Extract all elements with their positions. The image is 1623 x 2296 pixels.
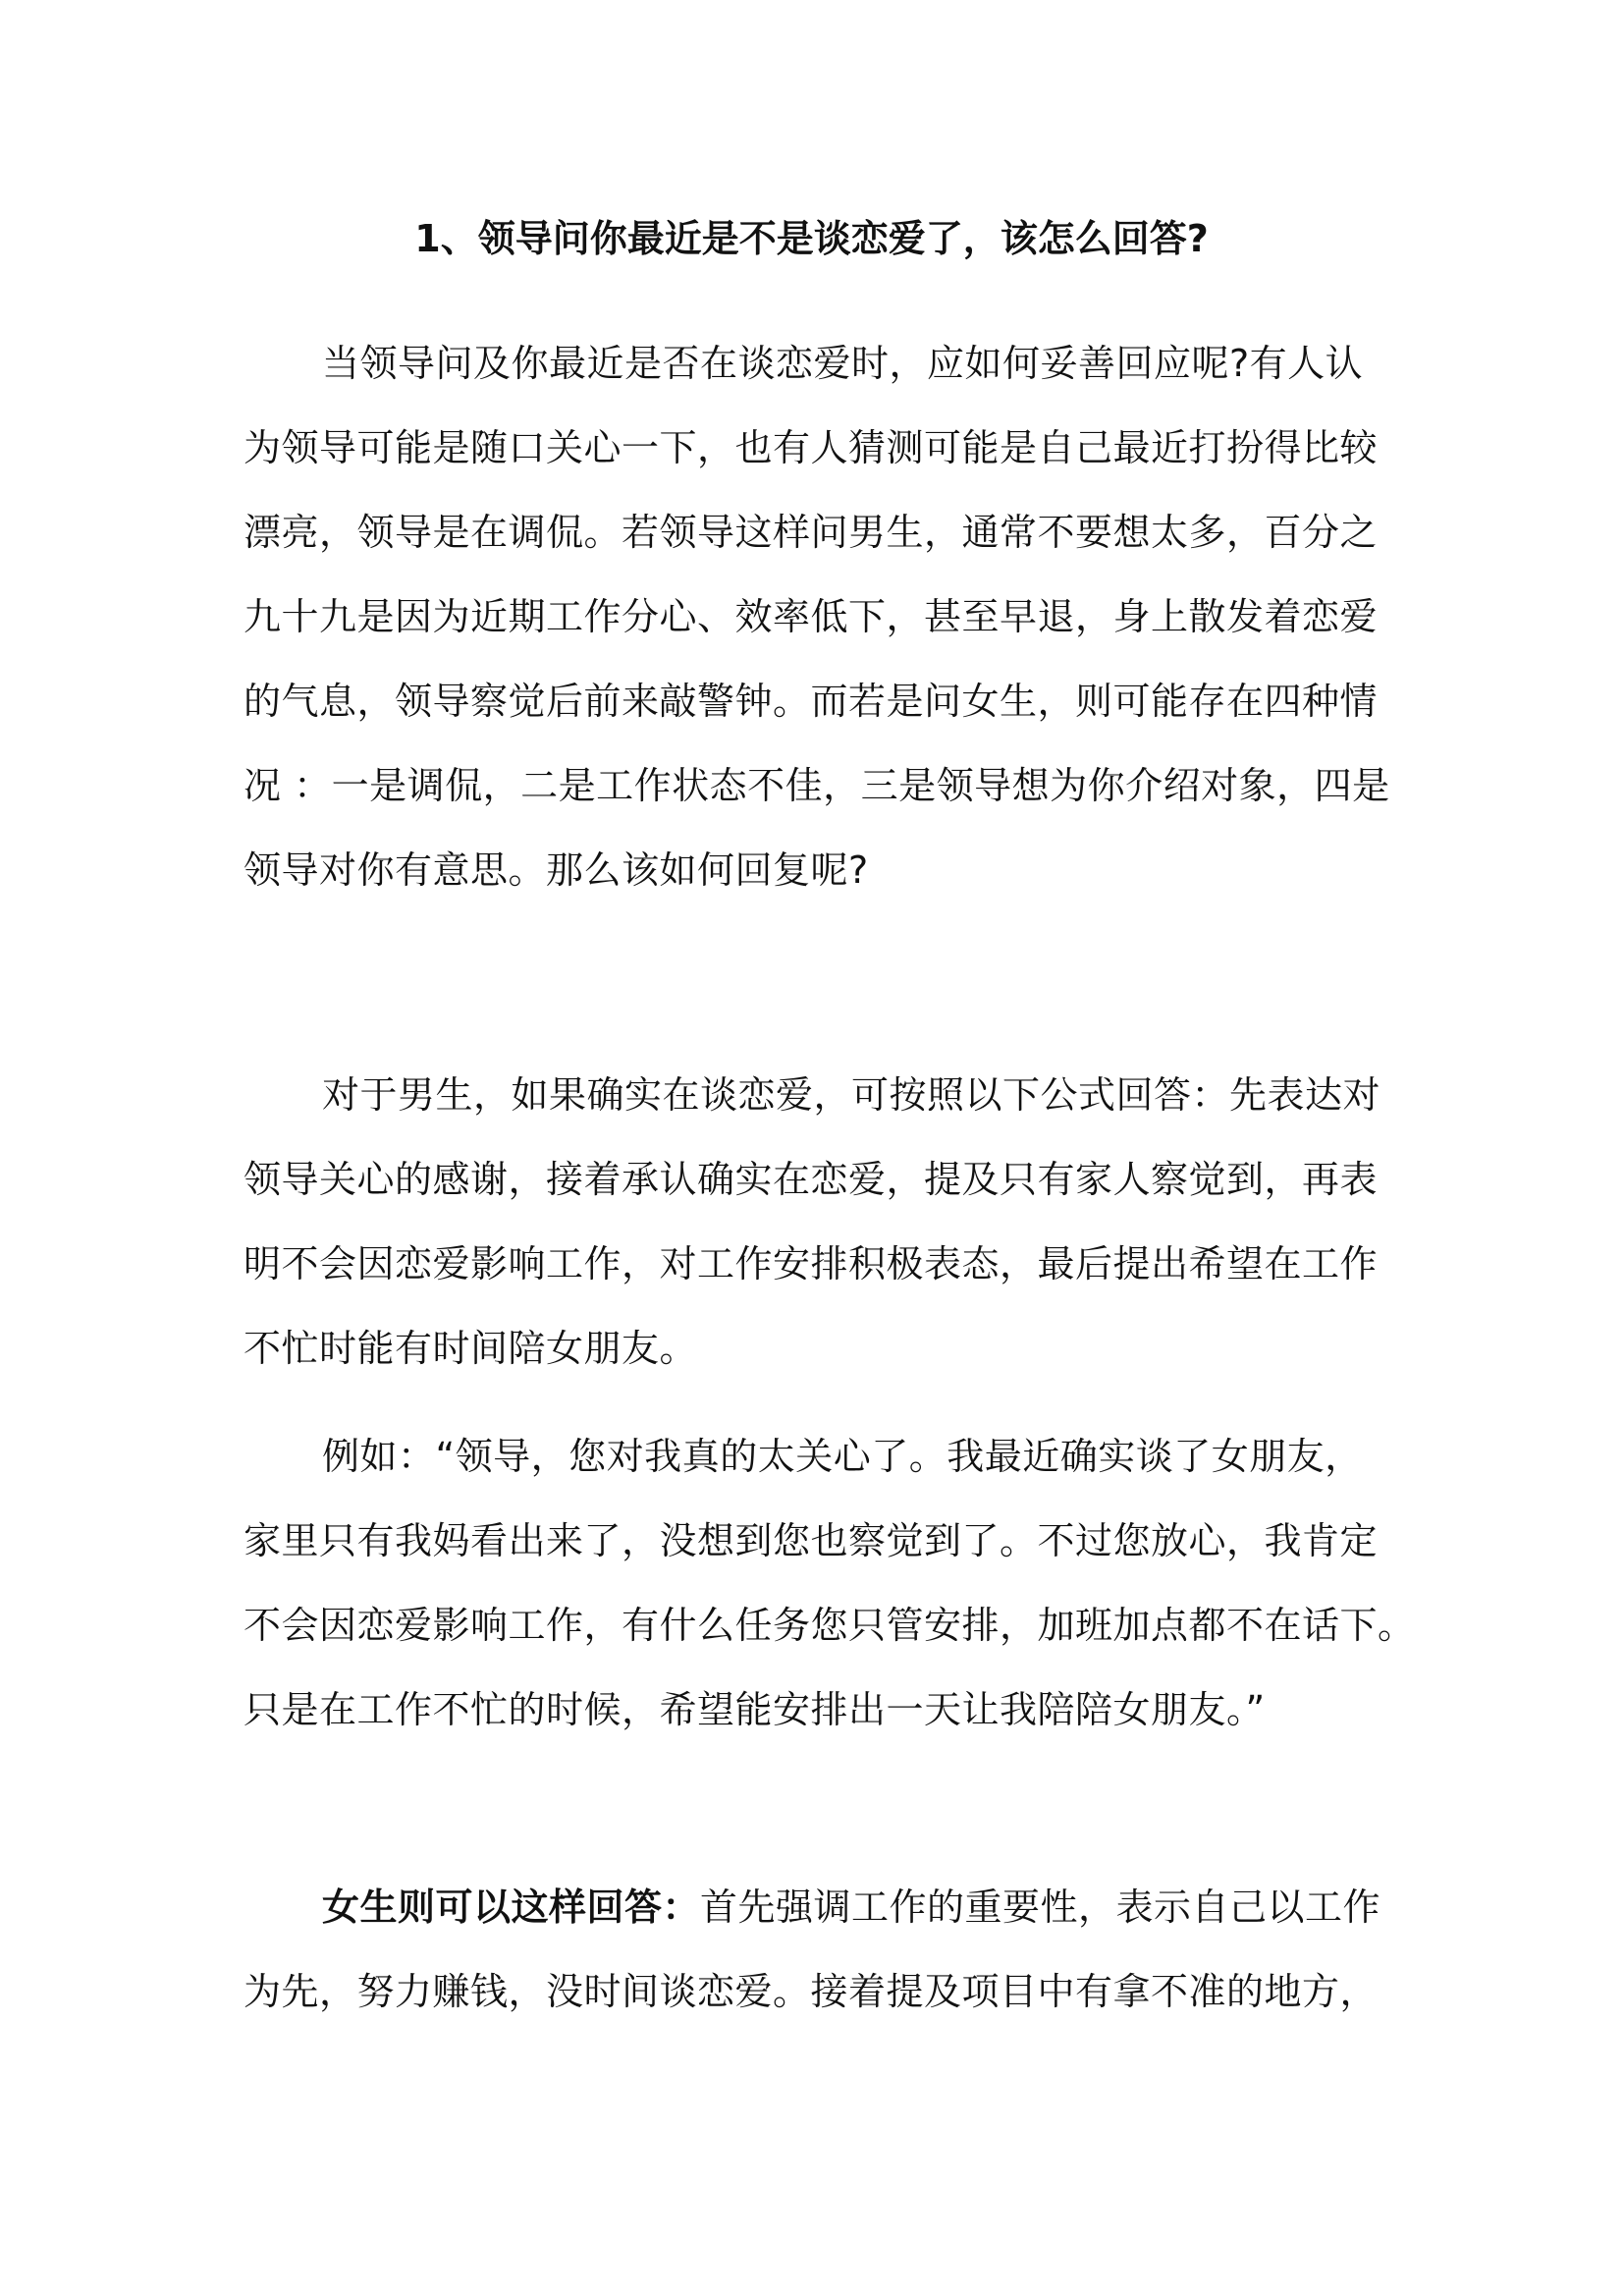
line-text: 首先强调工作的重要性，表示自己以工作 (700, 1886, 1381, 1929)
paragraph-line: 的气息，领导察觉后前来敲警钟。而若是问女生，则可能存在四种情 (243, 680, 1379, 723)
bold-lead: 女生则可以这样回答： (322, 1886, 701, 1929)
paragraph-line: 家里只有我妈看出来了，没想到您也察觉到了。不过您放心，我肯定 (243, 1519, 1379, 1562)
section-title: 1、领导问你最近是不是谈恋爱了，该怎么回答? (414, 217, 1209, 260)
paragraph-line: 不会因恋爱影响工作，有什么任务您只管安排，加班加点都不在话下。 (243, 1604, 1416, 1647)
paragraph-line: 为领导可能是随口关心一下，也有人猜测可能是自己最近打扮得比较 (243, 426, 1379, 469)
paragraph-male-example (243, 1427, 1416, 1765)
paragraph-line: 只是在工作不忙的时候，希望能安排出一天让我陪陪女朋友。” (243, 1688, 1266, 1731)
paragraph-line: 为先，努力赚钱，没时间谈恋爱。接着提及项目中有拿不准的地方， (243, 1970, 1379, 2013)
paragraph-line: 领导关心的感谢，接着承认确实在恋爱，提及只有家人察觉到，再表 (243, 1158, 1379, 1201)
paragraph-line: 九十九是因为近期工作分心、效率低下，甚至早退，身上散发着恋爱 (243, 595, 1379, 638)
paragraph-line: 况 ：一是调侃，二是工作状态不佳，三是领导想为你介绍对象，四是 (243, 764, 1390, 807)
paragraph-line: 例如：“领导，您对我真的太关心了。我最近确实谈了女朋友， (322, 1435, 1363, 1478)
paragraph-intro (243, 334, 1390, 925)
paragraph-line: 不忙时能有时间陪女朋友。 (243, 1327, 698, 1370)
paragraph-line: 对于男生，如果确实在谈恋爱，可按照以下公式回答：先表达对 (322, 1073, 1381, 1117)
paragraph-line (243, 1878, 1382, 1962)
paragraph-line: 当领导问及你最近是否在谈恋爱时，应如何妥善回应呢?有人认 (322, 342, 1364, 385)
paragraph-line: 明不会因恋爱影响工作，对工作安排积极表态，最后提出希望在工作 (243, 1242, 1379, 1285)
paragraph-female-answer (243, 1878, 1382, 2047)
paragraph-line: 领导对你有意思。那么该如何回复呢? (243, 848, 869, 892)
paragraph-line: 漂亮，领导是在调侃。若领导这样问男生，通常不要想太多，百分之 (243, 511, 1379, 554)
paragraph-male-formula (243, 1066, 1382, 1403)
